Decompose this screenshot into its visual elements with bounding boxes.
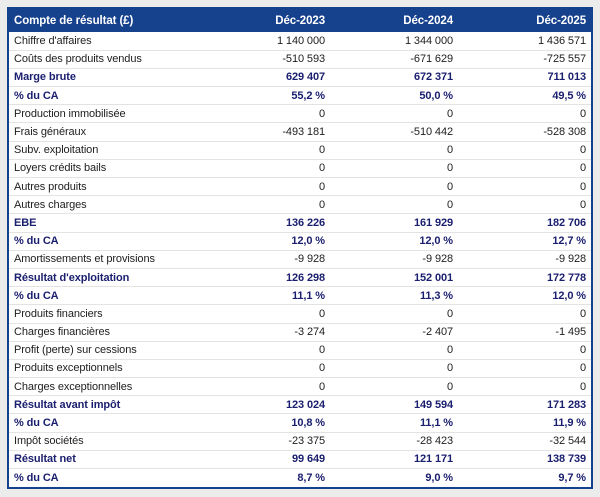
row-label: Produits financiers bbox=[9, 305, 202, 323]
row-value: -32 544 bbox=[458, 432, 591, 450]
row-value: -23 375 bbox=[202, 432, 330, 450]
row-value: 1 344 000 bbox=[404, 34, 453, 47]
row-value: 0 bbox=[458, 305, 591, 323]
table-row bbox=[9, 214, 591, 232]
financial-table bbox=[9, 9, 591, 487]
column-header-dec-2025: Déc-2025 bbox=[458, 9, 591, 32]
row-label: Charges exceptionnelles bbox=[9, 378, 202, 396]
row-value: 711 013 bbox=[458, 68, 591, 86]
table-row bbox=[9, 250, 591, 268]
row-value: 629 407 bbox=[202, 68, 330, 86]
row-value: 55,2 % bbox=[202, 87, 330, 105]
table-row bbox=[9, 50, 591, 68]
row-value: 172 778 bbox=[458, 268, 591, 286]
row-label: Produits exceptionnels bbox=[9, 359, 202, 377]
row-value: 138 739 bbox=[458, 450, 591, 468]
row-value: 12,0 % bbox=[458, 287, 591, 305]
row-value: 9,7 % bbox=[458, 469, 591, 487]
row-value: 12,0 % bbox=[330, 232, 458, 250]
row-value: 0 bbox=[202, 141, 330, 159]
table-row bbox=[9, 341, 591, 359]
row-value: 0 bbox=[330, 305, 458, 323]
row-value: 10,8 % bbox=[202, 414, 330, 432]
table-row bbox=[9, 359, 591, 377]
row-value: 152 001 bbox=[330, 268, 458, 286]
table-row bbox=[9, 232, 591, 250]
row-value: 0 bbox=[330, 341, 458, 359]
table-row bbox=[9, 469, 591, 487]
table-row bbox=[9, 196, 591, 214]
row-label: Résultat avant impôt bbox=[9, 396, 202, 414]
row-value: 0 bbox=[330, 378, 458, 396]
row-value: 11,3 % bbox=[330, 287, 458, 305]
row-value: 171 283 bbox=[458, 396, 591, 414]
row-value: 0 bbox=[202, 159, 330, 177]
row-value: -510 442 bbox=[330, 123, 458, 141]
table-row bbox=[9, 268, 591, 286]
row-value: 136 226 bbox=[202, 214, 330, 232]
row-label: Autres charges bbox=[9, 196, 202, 214]
row-label: Profit (perte) sur cessions bbox=[9, 341, 202, 359]
row-value: 672 371 bbox=[330, 68, 458, 86]
row-value: -671 629 bbox=[330, 50, 458, 68]
table-row bbox=[9, 105, 591, 123]
row-value: 123 024 bbox=[202, 396, 330, 414]
row-value: 0 bbox=[330, 178, 458, 196]
row-label: % du CA bbox=[9, 287, 202, 305]
row-value: -9 928 bbox=[202, 250, 330, 268]
table-row bbox=[9, 432, 591, 450]
row-value: -28 423 bbox=[330, 432, 458, 450]
row-label: Marge brute bbox=[9, 68, 202, 86]
row-value: 0 bbox=[458, 178, 591, 196]
row-value: 0 bbox=[330, 159, 458, 177]
row-value: 11,1 % bbox=[202, 287, 330, 305]
row-value: 8,7 % bbox=[202, 469, 330, 487]
row-label: EBE bbox=[9, 214, 202, 232]
table-row bbox=[9, 450, 591, 468]
table-row bbox=[9, 378, 591, 396]
row-value: 11,1 % bbox=[330, 414, 458, 432]
table-body bbox=[9, 32, 591, 487]
row-value: 50,0 % bbox=[330, 87, 458, 105]
row-value: -493 181 bbox=[202, 123, 330, 141]
row-value: -528 308 bbox=[458, 123, 591, 141]
row-label: Résultat d'exploitation bbox=[9, 268, 202, 286]
row-value: 12,7 % bbox=[458, 232, 591, 250]
row-label: % du CA bbox=[9, 232, 202, 250]
row-value: 1 436 571 bbox=[537, 34, 586, 47]
table-row bbox=[9, 323, 591, 341]
row-value: 0 bbox=[202, 341, 330, 359]
table-row bbox=[9, 396, 591, 414]
income-statement-table bbox=[7, 7, 593, 489]
row-label: % du CA bbox=[9, 469, 202, 487]
row-value: 0 bbox=[458, 359, 591, 377]
row-value: 0 bbox=[202, 178, 330, 196]
row-value: 0 bbox=[458, 378, 591, 396]
column-header-dec-2024: Déc-2024 bbox=[330, 9, 458, 32]
row-value: 0 bbox=[330, 105, 458, 123]
row-label: Amortissements et provisions bbox=[9, 250, 202, 268]
table-header-row bbox=[9, 9, 591, 32]
row-value: 0 bbox=[330, 196, 458, 214]
row-label: Résultat net bbox=[9, 450, 202, 468]
table-row bbox=[9, 87, 591, 105]
row-value: -725 557 bbox=[458, 50, 591, 68]
row-value: 0 bbox=[202, 378, 330, 396]
row-value: 12,0 % bbox=[202, 232, 330, 250]
row-value: 0 bbox=[202, 359, 330, 377]
row-value: 0 bbox=[330, 359, 458, 377]
row-value: 9,0 % bbox=[330, 469, 458, 487]
row-value: -9 928 bbox=[330, 250, 458, 268]
row-value: 0 bbox=[458, 196, 591, 214]
table-row bbox=[9, 123, 591, 141]
row-value: 0 bbox=[458, 159, 591, 177]
row-value: 0 bbox=[202, 305, 330, 323]
row-label: Frais généraux bbox=[9, 123, 202, 141]
row-value: 0 bbox=[202, 196, 330, 214]
table-row bbox=[9, 68, 591, 86]
row-value: -3 274 bbox=[202, 323, 330, 341]
table-row bbox=[9, 32, 591, 50]
table-row bbox=[9, 287, 591, 305]
row-value: 161 929 bbox=[330, 214, 458, 232]
table-row bbox=[9, 414, 591, 432]
table-row bbox=[9, 178, 591, 196]
row-value: 126 298 bbox=[202, 268, 330, 286]
table-row bbox=[9, 305, 591, 323]
table-row bbox=[9, 141, 591, 159]
row-value: 1 140 000 bbox=[276, 34, 325, 47]
table-title: Compte de résultat (£) bbox=[9, 9, 202, 32]
row-value: -1 495 bbox=[458, 323, 591, 341]
column-header-dec-2023: Déc-2023 bbox=[202, 9, 330, 32]
row-label: Coûts des produits vendus bbox=[9, 50, 202, 68]
row-value: 11,9 % bbox=[458, 414, 591, 432]
row-value: 121 171 bbox=[330, 450, 458, 468]
row-label: Production immobilisée bbox=[9, 105, 202, 123]
row-label: Autres produits bbox=[9, 178, 202, 196]
row-value: 49,5 % bbox=[458, 87, 591, 105]
row-value: -9 928 bbox=[458, 250, 591, 268]
row-value: 99 649 bbox=[202, 450, 330, 468]
row-value: 0 bbox=[458, 141, 591, 159]
row-label: Charges financières bbox=[9, 323, 202, 341]
row-label: % du CA bbox=[9, 414, 202, 432]
row-label: Loyers crédits bails bbox=[9, 159, 202, 177]
row-label: Chiffre d'affaires bbox=[14, 34, 92, 47]
row-value: 0 bbox=[458, 341, 591, 359]
row-value: 0 bbox=[330, 141, 458, 159]
row-label: Subv. exploitation bbox=[9, 141, 202, 159]
row-value: 182 706 bbox=[458, 214, 591, 232]
row-value: -2 407 bbox=[330, 323, 458, 341]
row-label: Impôt sociétés bbox=[9, 432, 202, 450]
row-value: -510 593 bbox=[202, 50, 330, 68]
row-value: 149 594 bbox=[330, 396, 458, 414]
row-value: 0 bbox=[202, 105, 330, 123]
row-value: 0 bbox=[458, 105, 591, 123]
table-row bbox=[9, 159, 591, 177]
row-label: % du CA bbox=[9, 87, 202, 105]
